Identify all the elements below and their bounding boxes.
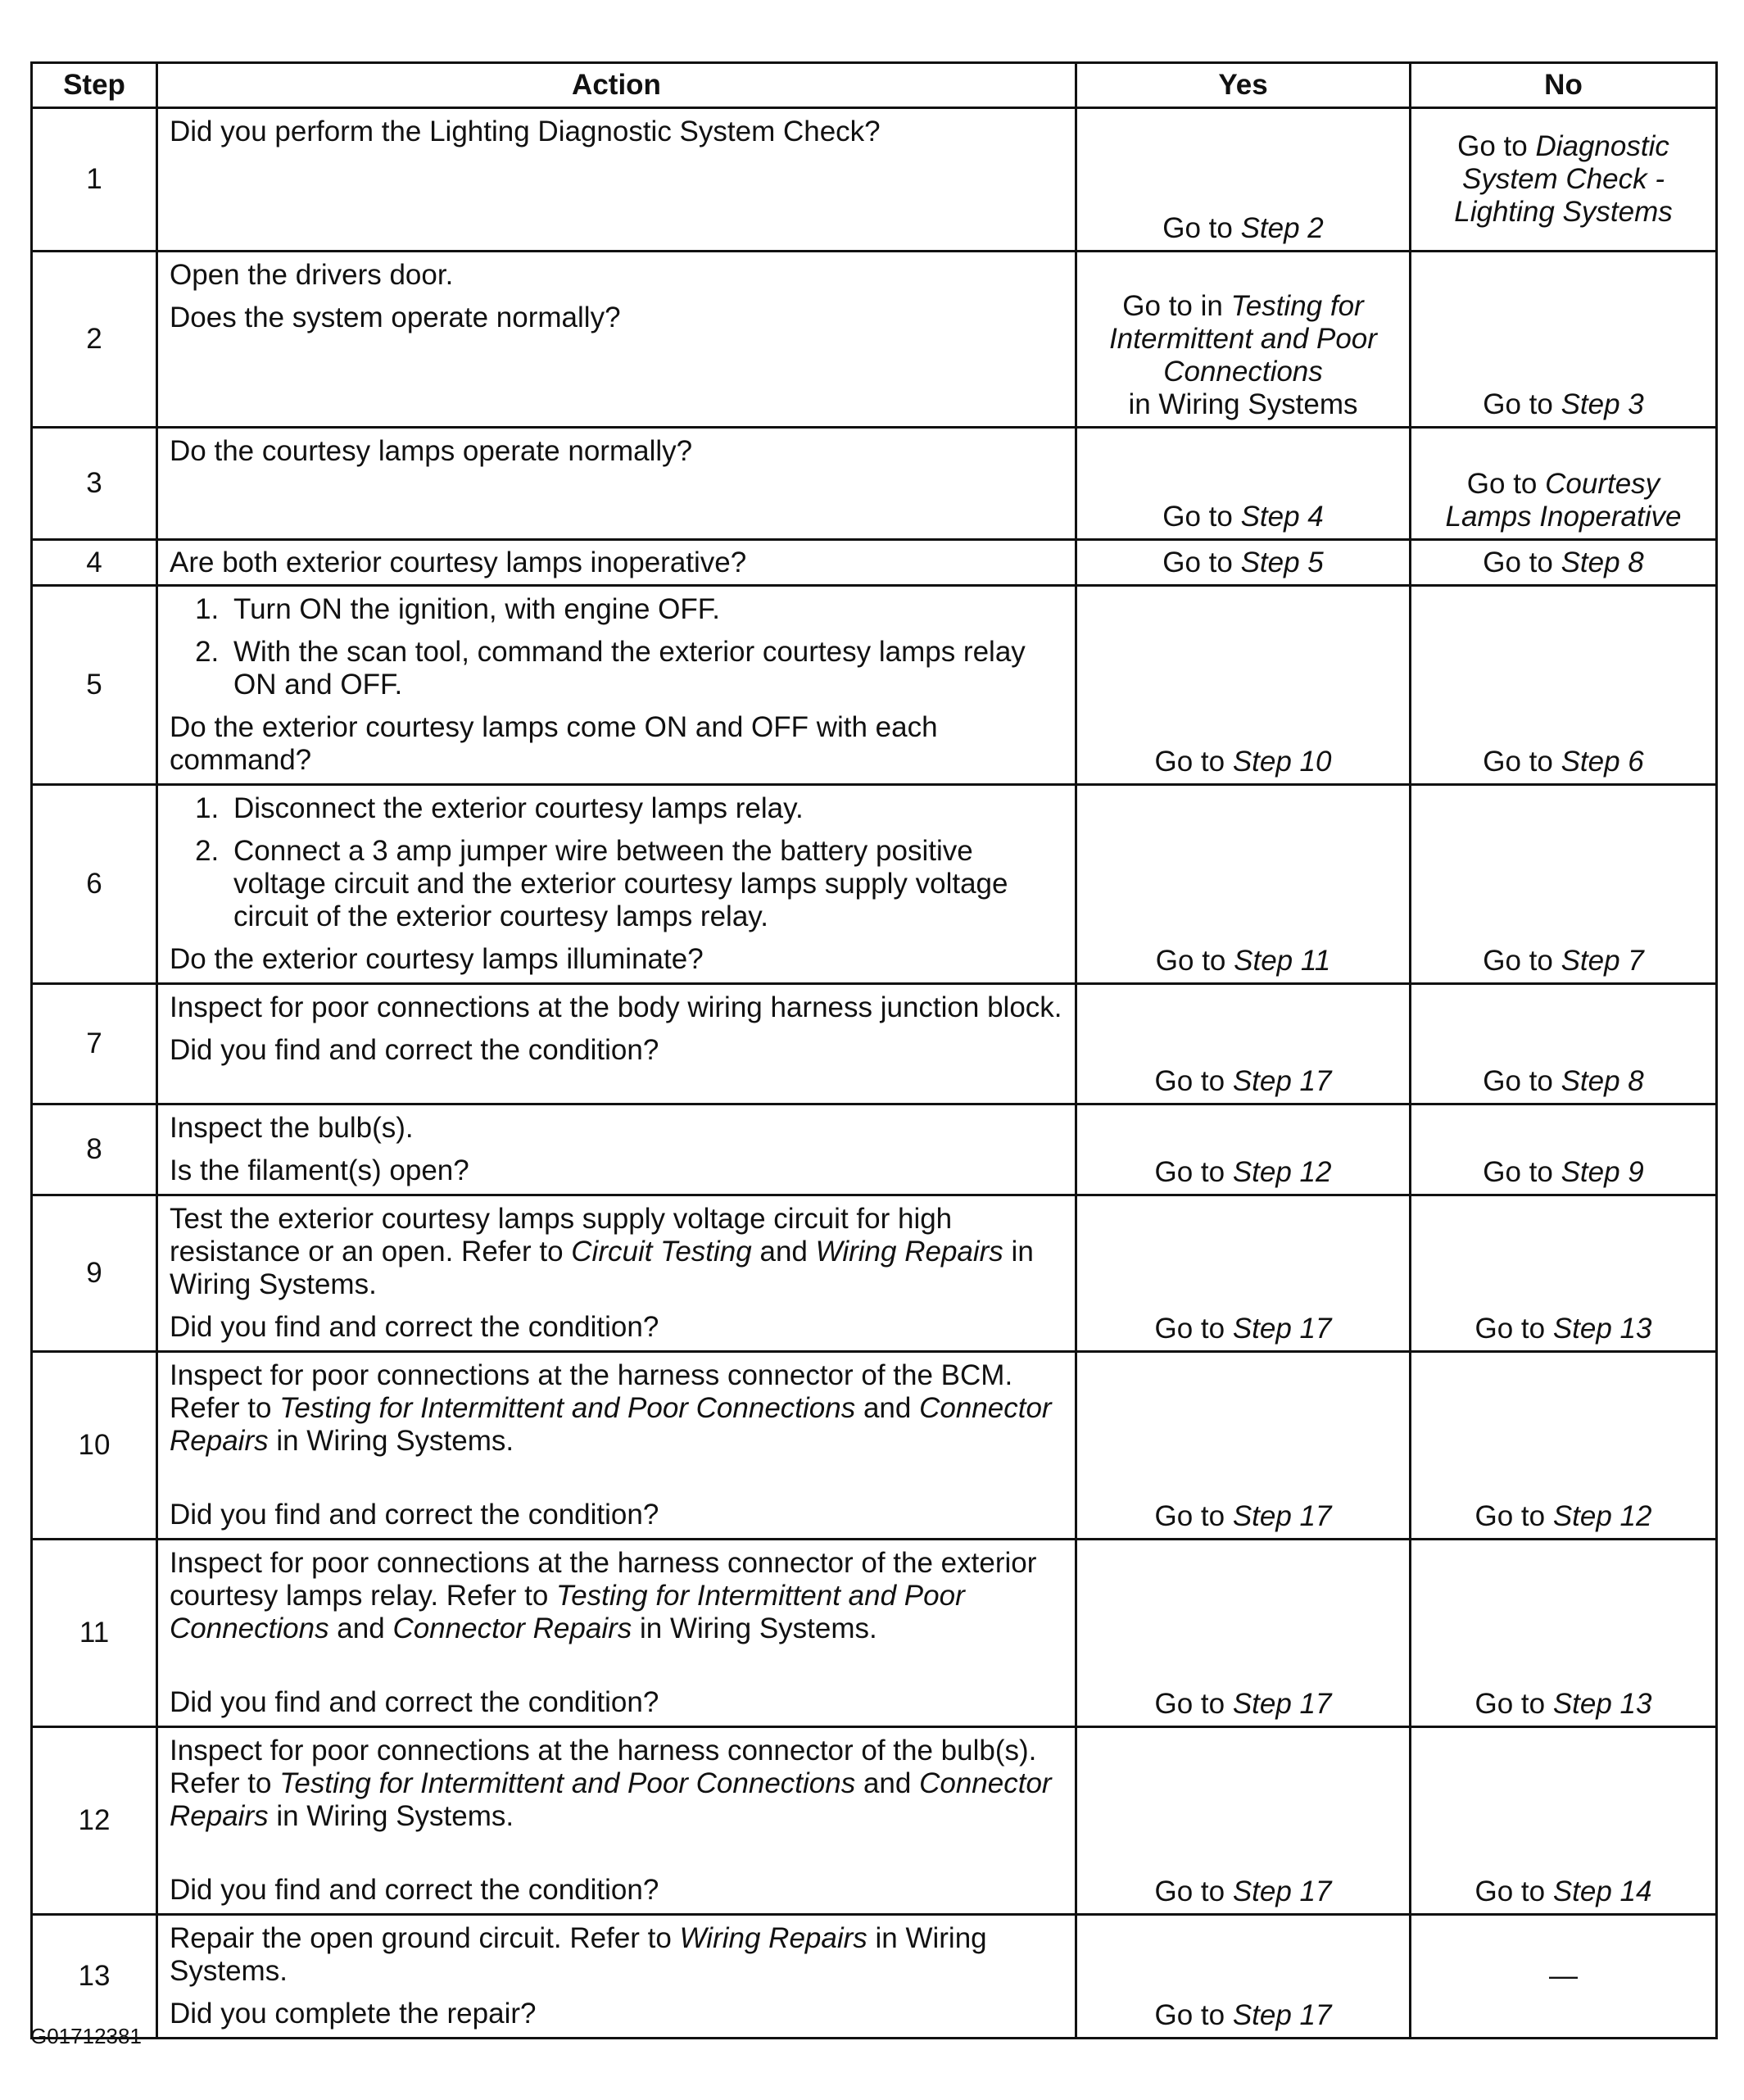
instruction-text: in Wiring Systems. xyxy=(170,1922,987,1987)
reference-link[interactable]: Wiring Repairs xyxy=(679,1922,867,1954)
yes-cell xyxy=(1076,108,1411,252)
no-cell xyxy=(1411,108,1717,252)
no-reference[interactable]: Step 13 xyxy=(1552,1688,1652,1720)
instruction-text: in Wiring Systems. xyxy=(268,1800,514,1832)
yes-reference[interactable]: Step 4 xyxy=(1240,501,1324,533)
action-question: Did you perform the Lighting Diagnostic System Check? xyxy=(170,116,881,147)
yes-cell xyxy=(1076,984,1411,1104)
diagnostic-table xyxy=(30,61,1718,2039)
no-cell xyxy=(1411,1104,1717,1195)
instruction-text: in Wiring Systems. xyxy=(632,1612,877,1644)
yes-reference[interactable]: Step 11 xyxy=(1234,945,1331,977)
table-row xyxy=(32,1915,1717,2039)
table-row xyxy=(32,1540,1717,1727)
no-reference[interactable]: Step 3 xyxy=(1561,388,1644,420)
reference-link[interactable]: Wiring Repairs xyxy=(815,1236,1003,1268)
no-cell xyxy=(1411,984,1717,1104)
step-number: 8 xyxy=(32,1104,157,1195)
table-row xyxy=(32,428,1717,540)
step-number: 10 xyxy=(32,1352,157,1540)
instruction-text: Inspect for poor connections at the harness connector of the exterior courtesy lamps relay. Refer to xyxy=(170,1547,1037,1612)
no-cell xyxy=(1411,1915,1717,2039)
col-header-yes: Yes xyxy=(1076,63,1411,108)
action-cell xyxy=(157,1915,1076,2039)
yes-reference[interactable]: Step 2 xyxy=(1240,212,1324,244)
no-reference[interactable]: Diagnostic System Check - Lighting Systems xyxy=(1454,130,1673,228)
reference-link[interactable]: Testing for Intermittent and Poor Connections xyxy=(170,1580,965,1644)
goto-text: Go to xyxy=(1154,1500,1233,1532)
no-reference[interactable]: Step 6 xyxy=(1561,746,1644,778)
reference-link[interactable]: Testing for Intermittent and Poor Connections xyxy=(279,1392,856,1424)
action-question: Do the courtesy lamps operate normally? xyxy=(170,435,693,467)
action-instruction xyxy=(170,1735,1063,1833)
step-number: 7 xyxy=(32,984,157,1104)
instruction-text: in Wiring Systems. xyxy=(268,1425,514,1457)
instruction-text: Test the exterior courtesy lamps supply voltage circuit for high resistance or an open. Refer to xyxy=(170,1203,953,1268)
no-cell xyxy=(1411,785,1717,984)
goto-text: Go to xyxy=(1483,1065,1561,1097)
action-cell xyxy=(157,540,1076,586)
yes-reference[interactable]: Step 17 xyxy=(1232,1313,1332,1345)
table-row xyxy=(32,108,1717,252)
no-reference[interactable]: Step 9 xyxy=(1561,1156,1644,1188)
table-row xyxy=(32,1195,1717,1352)
action-instruction xyxy=(170,1203,1063,1301)
goto-text: Go to in xyxy=(1122,290,1231,322)
action-cell xyxy=(157,1104,1076,1195)
yes-cell xyxy=(1076,785,1411,984)
action-question: Do the exterior courtesy lamps illuminate? xyxy=(170,943,704,975)
goto-text: Go to xyxy=(1466,468,1546,500)
step-number: 5 xyxy=(32,586,157,785)
yes-reference[interactable]: Step 10 xyxy=(1232,746,1332,778)
yes-cell xyxy=(1076,252,1411,428)
action-instruction xyxy=(170,1359,1063,1458)
action-cell xyxy=(157,1727,1076,1915)
instruction-text: Inspect for poor connections at the harness connector of the bulb(s). Refer to xyxy=(170,1735,1037,1799)
action-question: Are both exterior courtesy lamps inoperative? xyxy=(170,546,747,578)
goto-text: Go to xyxy=(1474,1688,1553,1720)
table-row xyxy=(32,984,1717,1104)
goto-text: Go to xyxy=(1483,388,1561,420)
reference-link[interactable]: Connector Repairs xyxy=(170,1392,1052,1457)
yes-cell xyxy=(1076,1352,1411,1540)
no-cell xyxy=(1411,1352,1717,1540)
goto-text: Go to xyxy=(1457,130,1536,162)
action-substep: 2. With the scan tool, command the exterior courtesy lamps relay ON and OFF. xyxy=(227,636,1063,701)
action-cell xyxy=(157,428,1076,540)
action-cell xyxy=(157,108,1076,252)
no-reference[interactable]: Step 8 xyxy=(1561,1065,1644,1097)
no-dash: — xyxy=(1549,1960,1578,1992)
figure-id: G01712381 xyxy=(30,2024,142,2048)
action-question: Did you find and correct the condition? xyxy=(170,1686,659,1718)
step-number: 11 xyxy=(32,1540,157,1727)
no-reference[interactable]: Step 12 xyxy=(1552,1500,1652,1532)
yes-reference[interactable]: Step 5 xyxy=(1240,546,1324,578)
yes-reference[interactable]: Step 17 xyxy=(1232,1999,1332,2031)
action-cell xyxy=(157,1195,1076,1352)
no-reference[interactable]: Step 14 xyxy=(1552,1875,1652,1907)
yes-cell xyxy=(1076,1727,1411,1915)
goto-text: Go to xyxy=(1483,945,1561,977)
reference-link[interactable]: Connector Repairs xyxy=(392,1612,632,1644)
action-instruction: Inspect for poor connections at the body wiring harness junction block. xyxy=(170,991,1062,1023)
action-steps-list xyxy=(170,792,1063,933)
action-cell xyxy=(157,252,1076,428)
action-instruction xyxy=(170,1547,1063,1645)
yes-reference[interactable]: Step 17 xyxy=(1232,1875,1332,1907)
step-number: 4 xyxy=(32,540,157,586)
action-cell xyxy=(157,586,1076,785)
goto-text: Go to xyxy=(1483,1156,1561,1188)
no-reference[interactable]: Step 13 xyxy=(1552,1313,1652,1345)
reference-link[interactable]: Connector Repairs xyxy=(170,1767,1052,1832)
no-cell xyxy=(1411,586,1717,785)
instruction-text: and xyxy=(855,1767,920,1799)
goto-text: Go to xyxy=(1154,1999,1233,2031)
col-header-no: No xyxy=(1411,63,1717,108)
yes-reference[interactable]: Step 17 xyxy=(1232,1500,1332,1532)
goto-text: Go to xyxy=(1154,1156,1233,1188)
goto-text: Go to xyxy=(1154,1688,1233,1720)
goto-text: Go to xyxy=(1483,546,1561,578)
goto-text: Go to xyxy=(1154,746,1233,778)
table-row xyxy=(32,785,1717,984)
no-cell xyxy=(1411,540,1717,586)
action-question: Is the filament(s) open? xyxy=(170,1154,469,1186)
no-reference[interactable]: Step 7 xyxy=(1561,945,1644,977)
goto-text: Go to xyxy=(1155,945,1234,977)
goto-text: Go to xyxy=(1154,1065,1233,1097)
action-question: Did you find and correct the condition? xyxy=(170,1499,659,1531)
action-cell xyxy=(157,785,1076,984)
goto-text: Go to xyxy=(1474,1500,1553,1532)
step-number: 1 xyxy=(32,108,157,252)
header-row xyxy=(32,63,1717,108)
goto-text: Go to xyxy=(1474,1313,1553,1345)
no-cell xyxy=(1411,1727,1717,1915)
yes-reference[interactable]: Step 17 xyxy=(1232,1688,1332,1720)
table-row xyxy=(32,1727,1717,1915)
no-cell xyxy=(1411,252,1717,428)
step-number: 9 xyxy=(32,1195,157,1352)
instruction-text: and xyxy=(855,1392,920,1424)
instruction-text: and xyxy=(751,1236,816,1268)
table-row xyxy=(32,1352,1717,1540)
instruction-text: and xyxy=(328,1612,393,1644)
no-cell xyxy=(1411,1195,1717,1352)
action-question: Did you find and correct the condition? xyxy=(170,1874,659,1906)
yes-cell xyxy=(1076,1915,1411,2039)
yes-reference[interactable]: Step 17 xyxy=(1232,1065,1332,1097)
action-question: Did you find and correct the condition? xyxy=(170,1311,659,1343)
action-instruction xyxy=(170,1922,1063,1988)
goto-text: Go to xyxy=(1162,501,1241,533)
action-steps-list xyxy=(170,593,1063,701)
yes-reference[interactable]: Step 12 xyxy=(1232,1156,1332,1188)
no-cell xyxy=(1411,1540,1717,1727)
table-row xyxy=(32,1104,1717,1195)
action-question: Did you complete the repair? xyxy=(170,1998,537,2030)
instruction-text: Inspect for poor connections at the harness connector of the BCM. Refer to xyxy=(170,1359,1013,1424)
yes-cell xyxy=(1076,586,1411,785)
no-cell xyxy=(1411,428,1717,540)
goto-text: Go to xyxy=(1483,746,1561,778)
action-question: Does the system operate normally? xyxy=(170,302,621,333)
action-cell xyxy=(157,984,1076,1104)
step-number: 6 xyxy=(32,785,157,984)
yes-reference[interactable]: Testing for Intermittent and Poor Connections xyxy=(1109,290,1377,388)
action-instruction: Inspect the bulb(s). xyxy=(170,1112,414,1144)
goto-suffix: in Wiring Systems xyxy=(1128,388,1358,420)
step-number: 2 xyxy=(32,252,157,428)
action-substep: 1. Disconnect the exterior courtesy lamps relay. xyxy=(227,792,1063,825)
goto-text: Go to xyxy=(1474,1875,1553,1907)
action-cell xyxy=(157,1540,1076,1727)
step-number: 12 xyxy=(32,1727,157,1915)
action-question: Did you find and correct the condition? xyxy=(170,1034,659,1066)
action-question: Do the exterior courtesy lamps come ON and OFF with each command? xyxy=(170,711,938,776)
goto-text: Go to xyxy=(1162,546,1241,578)
instruction-text: Repair the open ground circuit. Refer to xyxy=(170,1922,680,1954)
col-header-action: Action xyxy=(157,63,1076,108)
table-row xyxy=(32,586,1717,785)
action-instruction: Open the drivers door. xyxy=(170,259,454,291)
instruction-text: in Wiring Systems. xyxy=(170,1236,1034,1300)
table-row xyxy=(32,540,1717,586)
goto-text: Go to xyxy=(1154,1875,1233,1907)
yes-cell xyxy=(1076,1540,1411,1727)
goto-text: Go to xyxy=(1154,1313,1233,1345)
goto-text: Go to xyxy=(1162,212,1241,244)
no-reference[interactable]: Courtesy Lamps Inoperative xyxy=(1445,468,1682,533)
yes-cell xyxy=(1076,428,1411,540)
col-header-step: Step xyxy=(32,63,157,108)
action-cell xyxy=(157,1352,1076,1540)
table-row xyxy=(32,252,1717,428)
step-number: 3 xyxy=(32,428,157,540)
action-substep: 2. Connect a 3 amp jumper wire between the battery positive voltage circuit and the exterior courtesy lamps supply voltage circuit of the exterior courtesy lamps relay. xyxy=(227,835,1063,933)
yes-cell xyxy=(1076,1195,1411,1352)
action-substep: 1. Turn ON the ignition, with engine OFF. xyxy=(227,593,1063,626)
no-reference[interactable]: Step 8 xyxy=(1561,546,1644,578)
step-number: 13 xyxy=(32,1915,157,2039)
reference-link[interactable]: Testing for Intermittent and Poor Connections xyxy=(279,1767,856,1799)
yes-cell xyxy=(1076,1104,1411,1195)
yes-cell xyxy=(1076,540,1411,586)
reference-link[interactable]: Circuit Testing xyxy=(571,1236,752,1268)
